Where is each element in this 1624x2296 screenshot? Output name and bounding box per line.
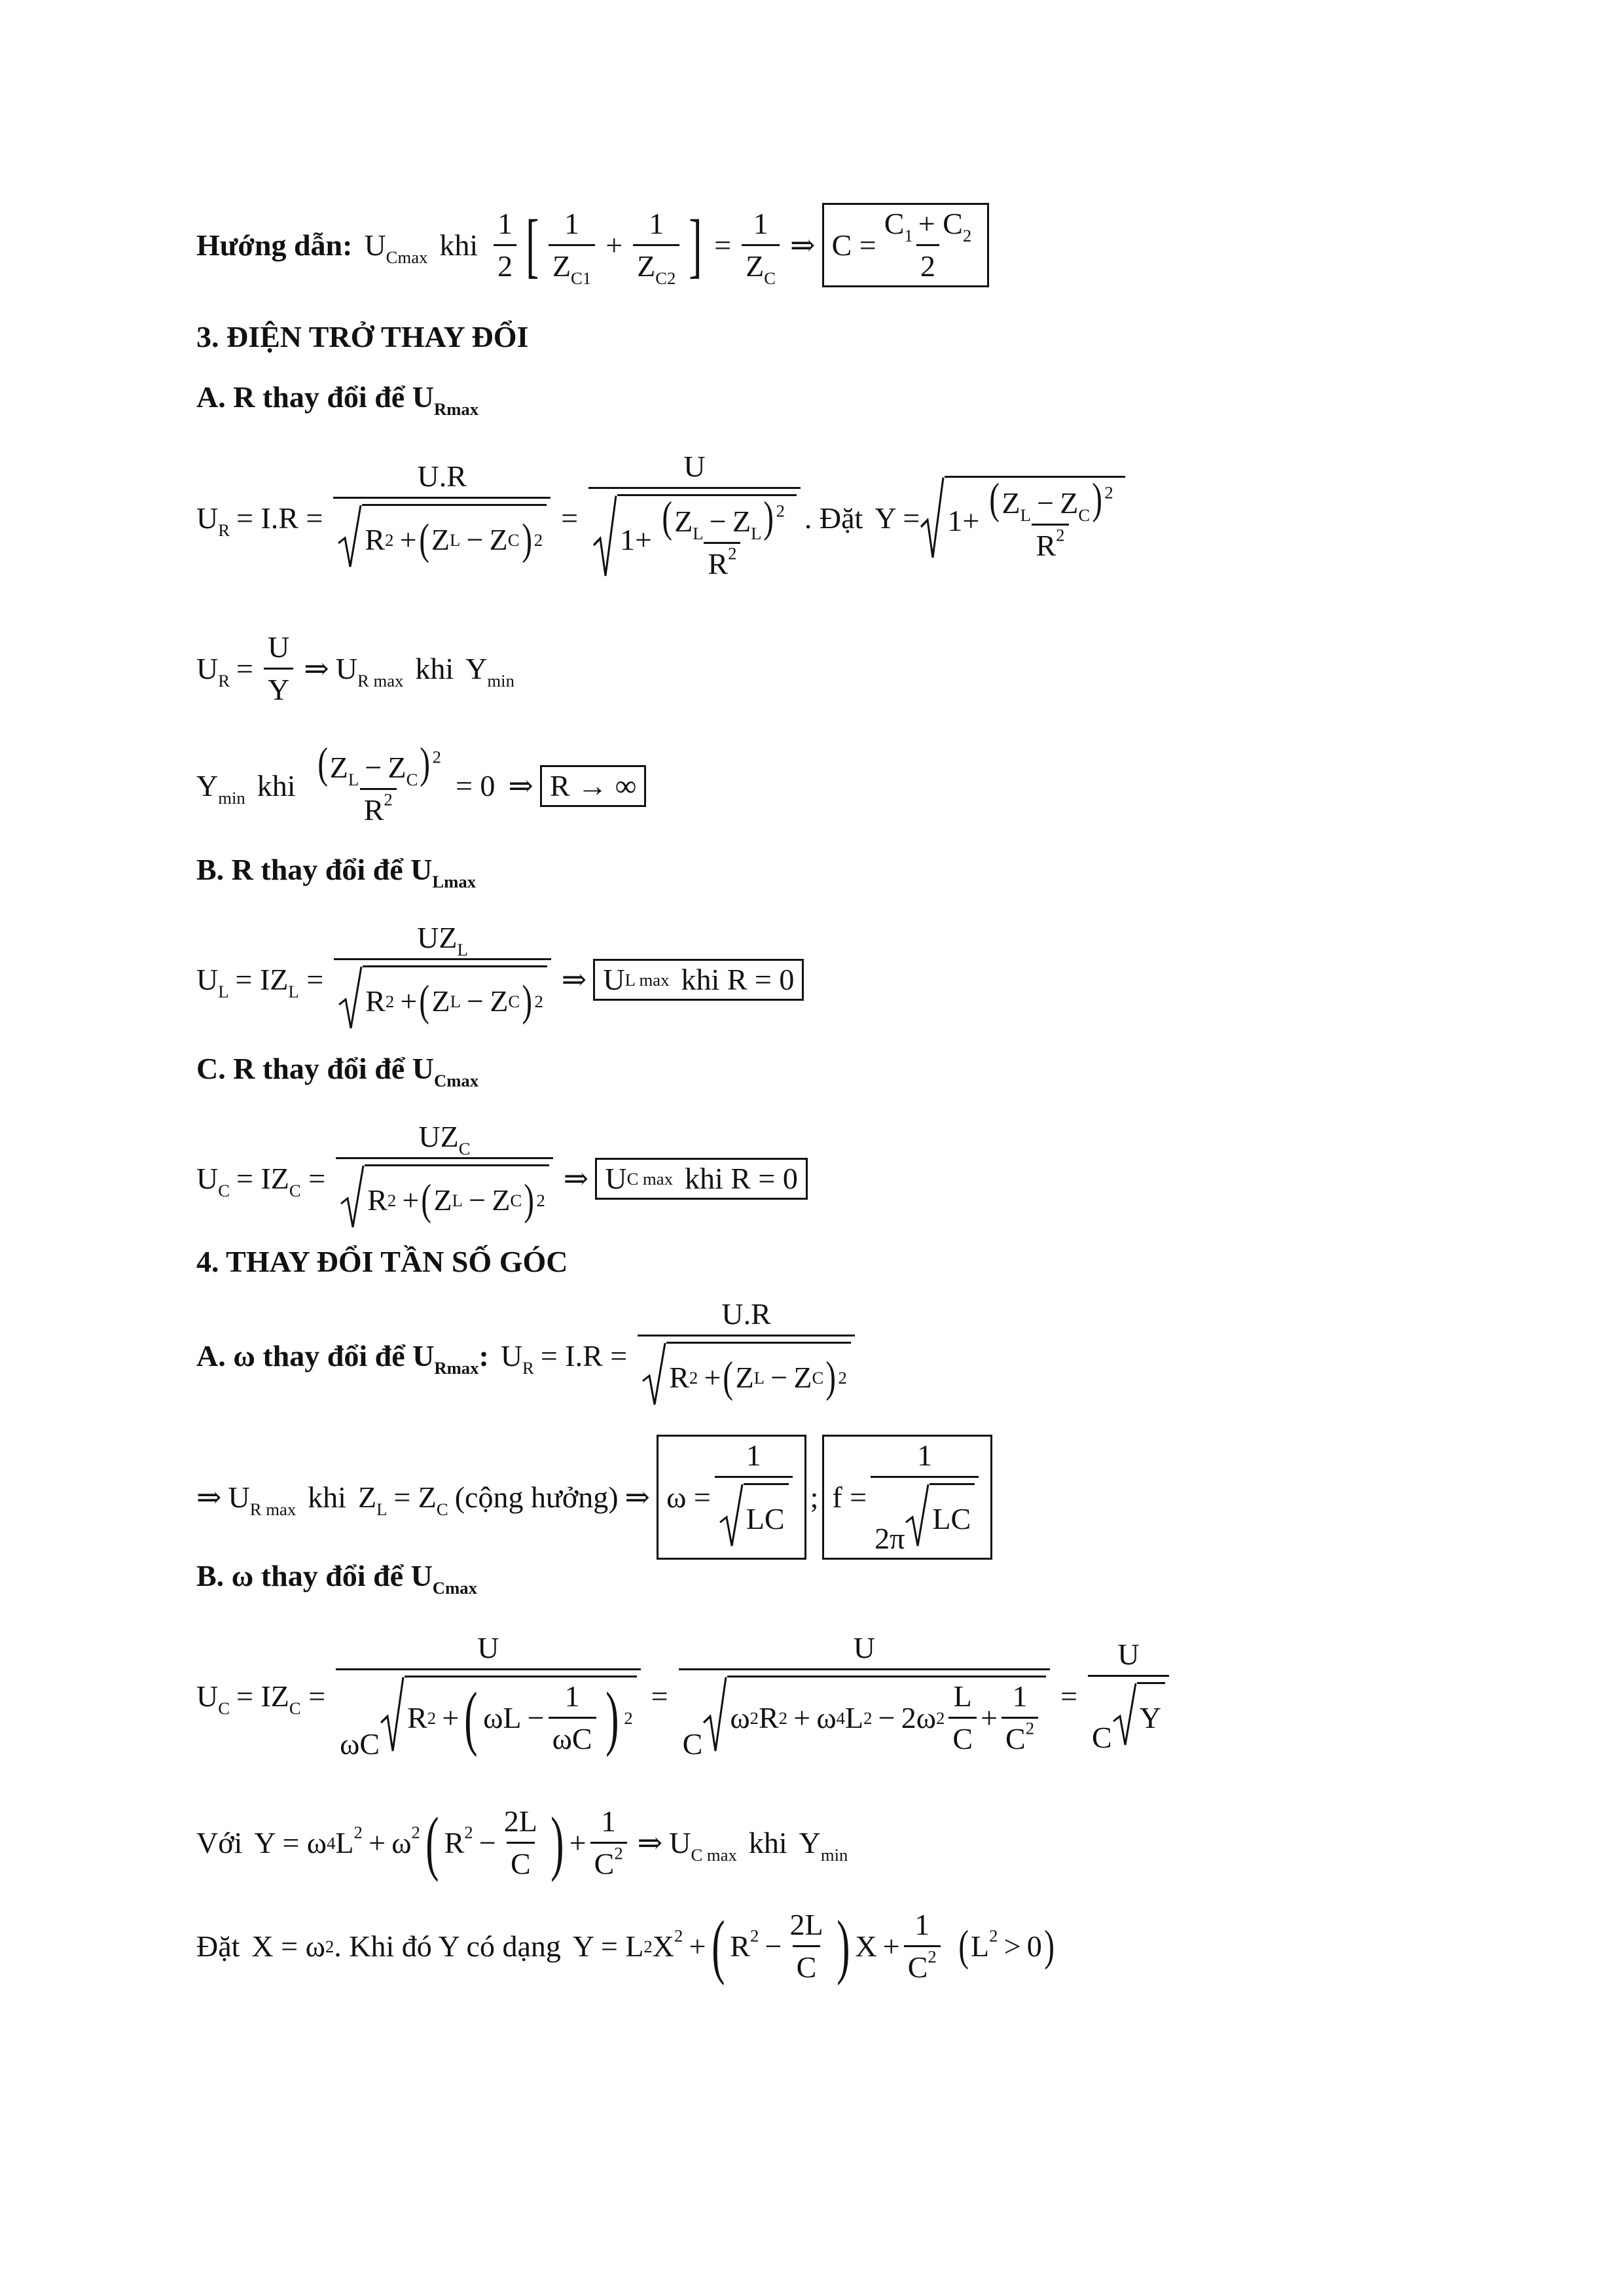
result-box-frequency: f = 1 2π LC [822,1435,992,1560]
section-4a-line: A. ω thay đổi để $U_{Rmax}$: $U_R$ = I.R = U.R R 2 + ( Z L − Z C ) 2 [196,1299,859,1412]
result-box-omega: ω = $\frac{1}{LC}$ [657,1435,806,1560]
x-substitution: Đặt X = ω 2 . Khi đó Y có dạng Y = L 2 $X^2$ + ( $R^2$ − $\frac{2L}{C}$ ) X + $\frac{1}{C^2}$ ( $L^2 > 0$ ) [196,1906,1055,1986]
y-definition: Với Y = ω 4 $L^2 + \omega^2$ ( $R^2$ − $\frac{2L}{C}$ ) + $\frac{1}{C^2}$ ⇒ $U_{C max}$ khi $Y_{min}$ [196,1803,848,1883]
guide-label: Hướng dẫn: [196,228,353,262]
khi-word: khi [439,228,478,262]
section-3c-title: C. R thay đổi để $U_{Cmax}$ [196,1052,479,1090]
section-3a-title: A. R thay đổi để $U_{Rmax}$ [196,380,479,419]
ur-equation: $U_R$ = I.R = U.R R 2 + ( Z L − Z C ) 2 = U 1+ $\frac{(Z_L - Z_L) ^2}{R^2}$ . Đặt Y = 1+ $\frac{(Z_L - Z_C) ^2}{R^2}$ [196,452,1125,584]
result-box-r-infinity: R → ∞ [540,765,646,807]
frac-zc2: $\frac{1}{Z_{C2}}$ [633,209,679,281]
ur-over-y: $U_R$ = $\frac{U}{Y}$ ⇒ $U_{R max}$ khi $Y_{min}$ [196,630,514,706]
frac-zc1: $\frac{1}{Z_{C1}}$ [549,209,595,281]
result-box-ucmax: U C max khi R = 0 [595,1158,808,1200]
ul-equation: $U_L$ = $IZ_L$ = $UZ_L$ R 2 + ( Z L − Z C ) 2 ⇒ U L max khi R = 0 [196,923,804,1036]
ur-fraction-2: U 1+ $\frac{(Z_L - Z_L) ^2}{R^2}$ [588,452,801,584]
result-box-c: C = $\frac{C_1 + C_2}{2}$ [822,203,990,287]
half-fraction: $\frac{1}{2}$ [494,209,516,281]
resonance-line: ⇒ $U_{R max}$ khi $Z_L$ = $Z_C$ (cộng hưởng) ⇒ ω = $\frac{1}{LC}$ ; f = 1 2π LC [196,1435,992,1560]
ur-fraction: U.R R 2 + ( Z L − Z C ) 2 [333,461,550,575]
section-4-title: 4. THAY ĐỔI TẦN SỐ GÓC [196,1245,568,1278]
section-4b-title: B. ω thay đổi để $U_{Cmax}$ [196,1559,477,1598]
section-3-title: 3. ĐIỆN TRỞ THAY ĐỔI [196,320,529,353]
uc-equation: $U_C$ = $IZ_C$ = $UZ_C$ R 2 + ( Z L − Z C ) 2 ⇒ U C max khi R = 0 [196,1122,808,1235]
section-3b-title: B. R thay đổi để $U_{Lmax}$ [196,853,477,891]
ymin-condition: $Y_{min}$ khi $\frac{(Z_L - Z_C) ^2}{R^2}$ = 0 ⇒ R → ∞ [196,746,646,825]
ucmax-symbol: $U_{Cmax}$ [364,228,428,267]
result-box-ulmax: U L max khi R = 0 [593,959,804,1001]
frac-zc: $\frac{1}{Z_C}$ [742,209,780,281]
uc-omega-equation: $U_C$ = $IZ_C$ = U ωC R 2 + ( ωL − $\frac{1}{\omega C}$ ) 2 = U C ω 2 R 2 + ω 4 L 2 − 2ω 2 $\frac{L}{C}$ + $\frac{1}{C^2}$ = U C Y [196,1633,1173,1759]
y-sqrt: 1+ $\frac{(Z_L - Z_C) ^2}{R^2}$ [920,476,1125,561]
guide-line: Hướng dẫn: $U_{Cmax}$ khi $\frac{1}{2}$ [ $\frac{1}{Z_{C1}}$ + $\frac{1}{Z_{C2}}$ ] = $\frac{1}{Z_C}$ ⇒ C = $\frac{C_1 + C_2}{2}$ [196,203,989,287]
